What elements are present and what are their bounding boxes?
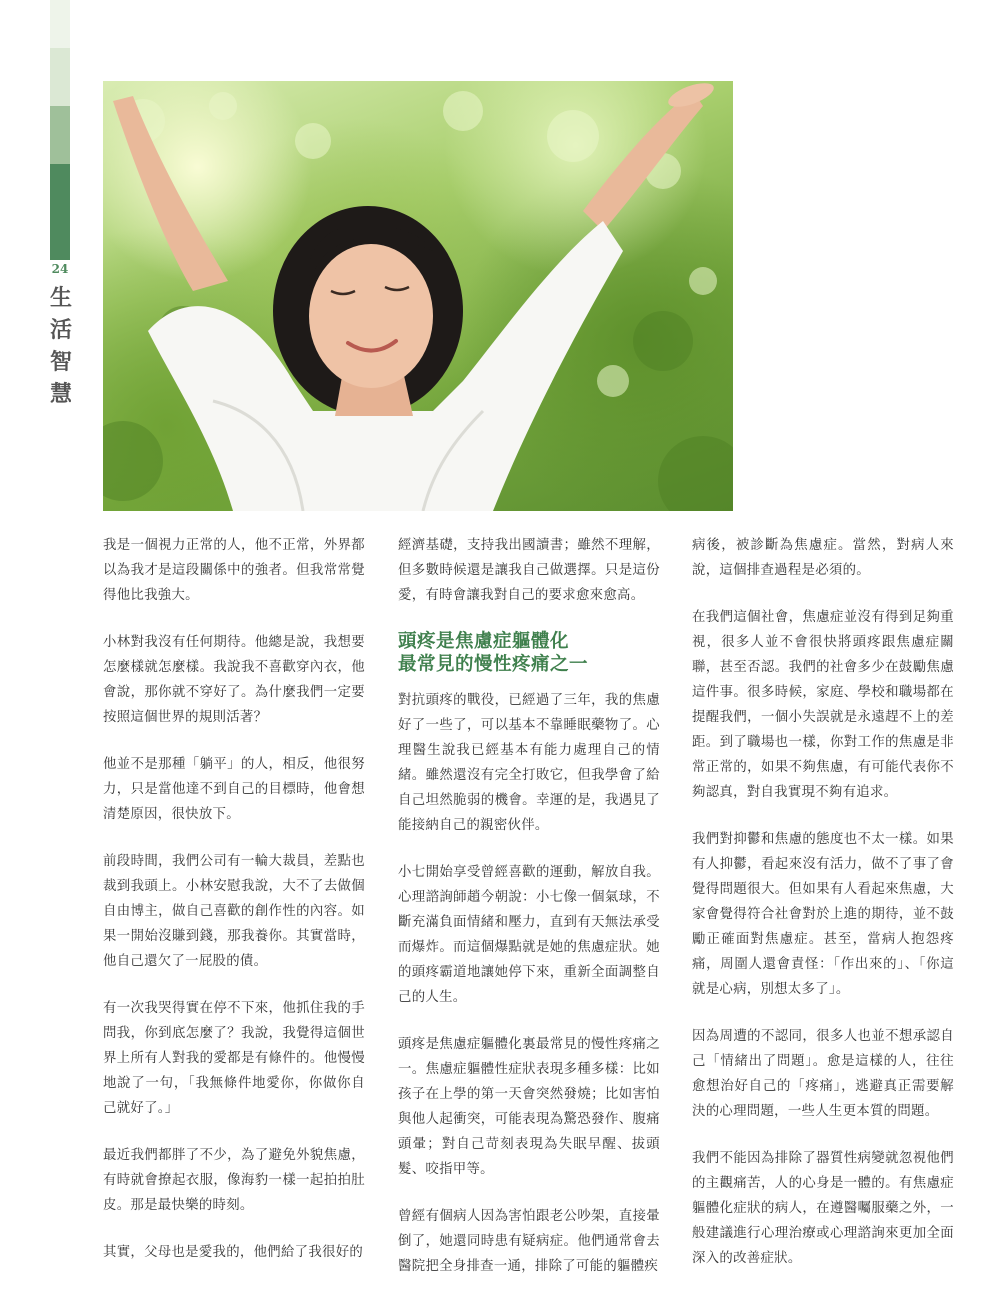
paragraph: 小林對我沒有任何期待。他總是說，我想要怎麼樣就怎麼樣。我說我不喜歡穿內衣，他會說，那你就不穿好了。為什麼我們一定要按照這個世界的規則活著？: [103, 635, 365, 725]
paragraph: 其實，父母也是愛我的，他們給了我很好的: [103, 1245, 364, 1260]
article-column-1: [103, 533, 365, 1287]
paragraph: 曾經有個病人因為害怕跟老公吵架，直接暈倒了，她還同時患有疑病症。他們通常會去醫院把全身排查一通，排除了可能的軀體疾: [398, 1209, 660, 1274]
section-title-char: 活: [49, 317, 72, 343]
subheading: [398, 630, 660, 676]
hero-illustration: [103, 81, 733, 511]
article-column-2: [398, 533, 660, 1301]
margin-bar-segment: [50, 48, 70, 106]
paragraph: 經濟基礎，支持我出國讀書；雖然不理解，但多數時候還是讓我自己做選擇。只是這份愛，有時會讓我對自己的要求愈來愈高。: [398, 538, 660, 603]
article-column-3: [692, 533, 954, 1293]
paragraph: 因為周遭的不認同，很多人也並不想承認自己「情緒出了問題」。愈是這樣的人，往往愈想治好自己的「疼痛」，逃避真正需要解決的心理問題，一些人生更本質的問題。: [692, 1029, 954, 1119]
margin-bar-segment: [50, 106, 70, 164]
section-title-char: 智: [49, 349, 72, 375]
paragraph: 他並不是那種「躺平」的人，相反，他很努力，只是當他達不到自己的目標時，他會想清楚原因，很快放下。: [103, 757, 365, 822]
paragraph: 頭疼是焦慮症軀體化裏最常見的慢性疼痛之一。焦慮症軀體性症狀表現多種多樣：比如孩子在上學的第一天會突然發燒；比如害怕與他人起衝突，可能表現為驚恐發作、腹痛頭暈；對自己苛刻表現為失眠早醒、拔頭髮、咬指甲等。: [398, 1037, 660, 1177]
paragraph: 我們不能因為排除了器質性病變就忽視他們的主觀痛苦，人的心身是一體的。有焦慮症軀體化症狀的病人，在遵醫囑服藥之外，一般建議進行心理治療或心理諮詢來更加全面深入的改善症狀。: [692, 1151, 954, 1266]
section-title: [48, 282, 74, 410]
paragraph: 對抗頭疼的戰役，已經過了三年，我的焦慮好了一些了，可以基本不靠睡眠藥物了。心理醫生說我已經基本有能力處理自己的情緒。雖然還沒有完全打敗它，但我學會了給自己坦然脆弱的機會。幸運的是，我遇見了能接納自己的親密伙伴。: [398, 693, 660, 833]
paragraph: 最近我們都胖了不少，為了避免外貌焦慮，有時就會撩起衣服，像海豹一樣一起拍拍肚皮。那是最快樂的時刻。: [103, 1148, 365, 1213]
paragraph: 病後，被診斷為焦慮症。當然，對病人來說，這個排查過程是必須的。: [692, 538, 954, 578]
hero-photo: [103, 81, 733, 511]
paragraph: 有一次我哭得實在停不下來，他抓住我的手問我，你到底怎麼了？我說，我覺得這個世界上所有人對我的愛都是有條件的。他慢慢地說了一句，「我無條件地愛你，你做你自己就好了。」: [103, 1001, 365, 1116]
subheading-line: 頭疼是焦慮症軀體化: [398, 631, 570, 652]
paragraph: 在我們這個社會，焦慮症並沒有得到足夠重視，很多人並不會很快將頭疼跟焦慮症關聯，甚至否認。我們的社會多少在鼓勵焦慮這件事。很多時候，家庭、學校和職場都在提醒我們，一個小失誤就是永遠趕不上的差距。到了職場也一樣，你對工作的焦慮是非常正常的，如果不夠焦慮，有可能代表你不夠認真，對自我實現不夠有追求。: [692, 610, 954, 800]
paragraph: 小七開始享受曾經喜歡的運動，解放自我。心理諮詢師趙今朝說：小七像一個氣球，不斷充滿負面情緒和壓力，直到有天無法承受而爆炸。而這個爆點就是她的焦慮症狀。她的頭疼霸道地讓她停下來，重新全面調整自己的人生。: [398, 865, 660, 1005]
paragraph: 前段時間，我們公司有一輪大裁員，差點也裁到我頭上。小林安慰我說，大不了去做個自由博主，做自己喜歡的創作性的內容。如果一開始沒賺到錢，那我養你。其實當時，他自己還欠了一屁股的債。: [103, 854, 365, 969]
margin-bar-segment: [50, 164, 70, 260]
margin-bar-segment: [50, 0, 70, 48]
section-title-char: 生: [49, 285, 72, 311]
page-number: 24: [51, 262, 69, 276]
section-title-char: 慧: [49, 381, 72, 407]
paragraph: 我是一個視力正常的人，他不正常，外界都以為我才是這段關係中的強者。但我常常覺得他比我強大。: [103, 538, 365, 603]
paragraph: 我們對抑鬱和焦慮的態度也不太一樣。如果有人抑鬱，看起來沒有活力，做不了事了會覺得問題很大。但如果有人看起來焦慮，大家會覺得符合社會對於上進的期待，並不鼓勵正確面對焦慮症。甚至，當病人抱怨疼痛，周圍人還會責怪：「作出來的」、「你這就是心病，別想太多了」。: [692, 832, 954, 997]
subheading-line: 最常見的慢性疼痛之一: [398, 654, 589, 675]
